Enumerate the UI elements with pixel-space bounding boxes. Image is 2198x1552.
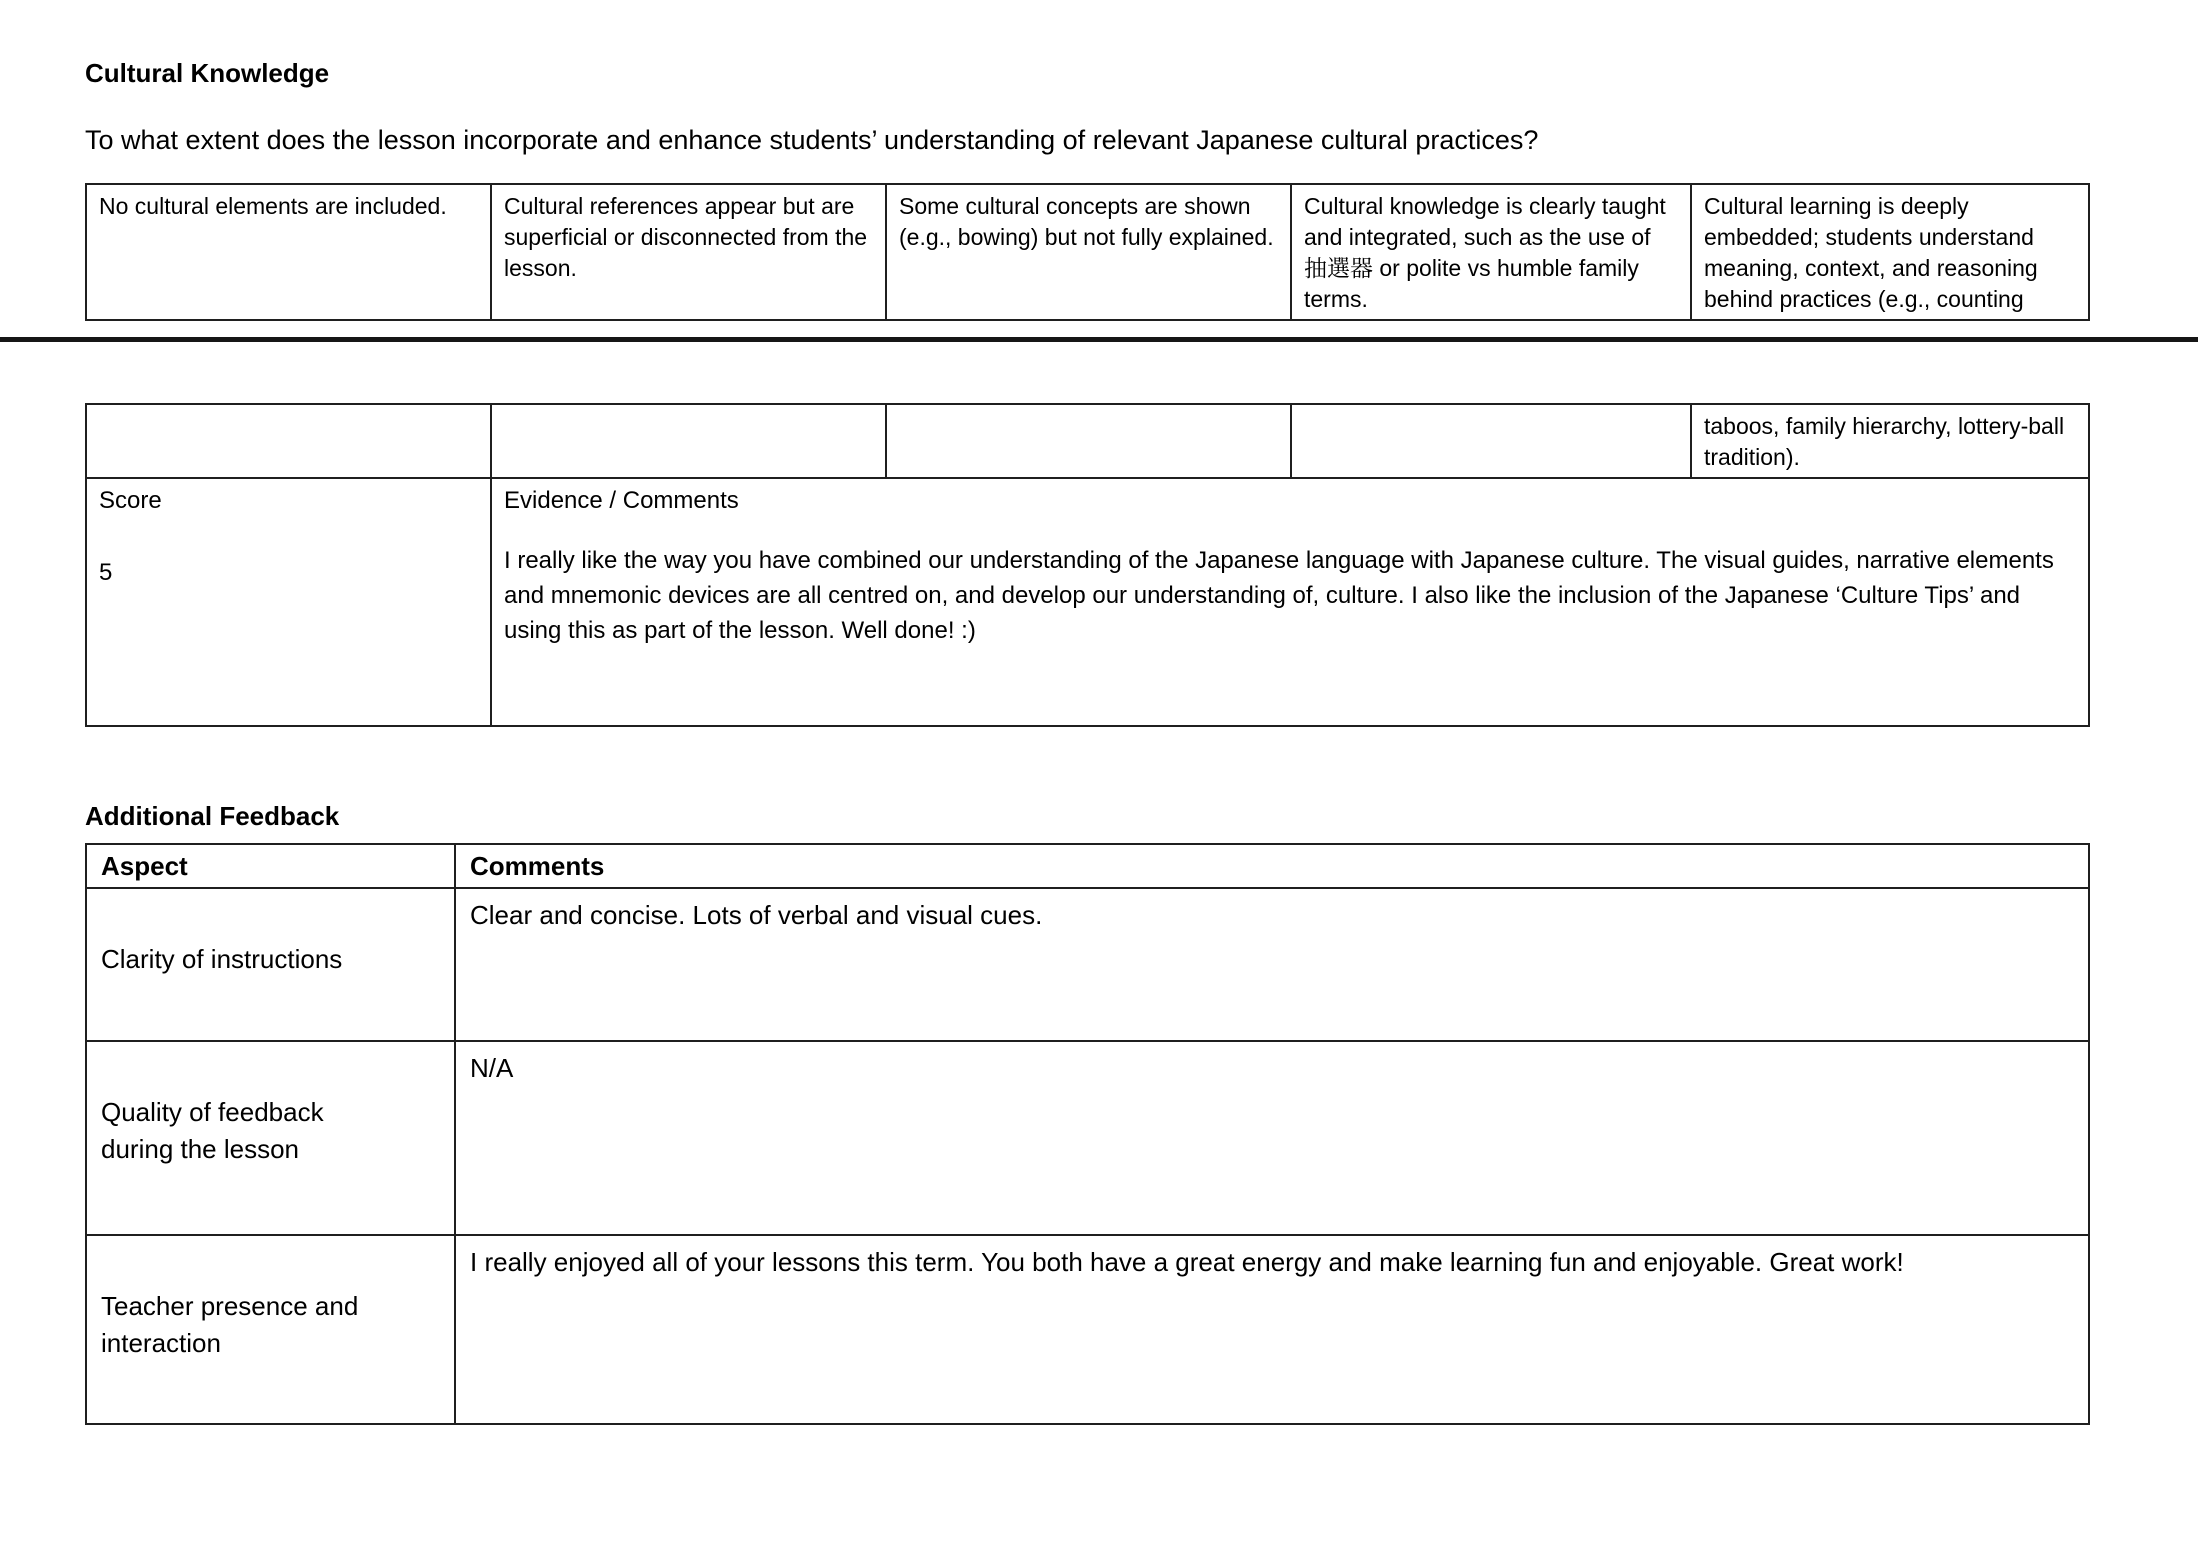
score-value: 5: [99, 559, 113, 586]
aspect-label: Teacher presence and interaction: [86, 1235, 455, 1424]
rubric-continuation-table: [85, 403, 2090, 727]
rubric-level-2-cell: Cultural references appear but are superficial or disconnected from the lesson.: [491, 184, 886, 320]
score-evidence-row: [86, 478, 2089, 726]
cultural-knowledge-heading: Cultural Knowledge: [85, 58, 330, 88]
rubric-question: To what extent does the lesson incorporate and enhance students’ understanding of relevant Japanese cultural practices?: [85, 125, 1539, 155]
rubric-level-4-cell: Cultural knowledge is clearly taught and integrated, such as the use of 抽選器 or polite vs humble family terms.: [1291, 184, 1691, 320]
evidence-comment-text: I really like the way you have combined our understanding of the Japanese language with Japanese culture. The visual guides, narrative elements and mnemonic devices are all centred on, and develop our understanding of, culture. I also like the inclusion of the Japanese ‘Culture Tips’ and using this as part of the lesson. Well done! :): [504, 547, 2054, 644]
additional-feedback-table: [85, 843, 2090, 1425]
feedback-row-presence: [86, 1235, 2089, 1424]
aspect-column-header: Aspect: [86, 844, 455, 888]
feedback-row-clarity: [86, 888, 2089, 1041]
comment-text: I really enjoyed all of your lessons this term. You both have a great energy and make learning fun and enjoyable. Great work!: [455, 1235, 2089, 1424]
evidence-cell: [491, 478, 2089, 726]
comment-text: N/A: [455, 1041, 2089, 1235]
aspect-label: Clarity of instructions: [86, 888, 455, 1041]
feedback-header-row: [86, 844, 2089, 888]
rubric-level-5-cell: Cultural learning is deeply embedded; students understand meaning, context, and reasoning behind practices (e.g., counting: [1691, 184, 2089, 320]
rubric-continuation-1-cell: [86, 404, 491, 478]
rubric-table: [85, 183, 2090, 321]
score-cell: [86, 478, 491, 726]
rubric-continuation-2-cell: [491, 404, 886, 478]
feedback-row-quality: [86, 1041, 2089, 1235]
rubric-level-3-cell: Some cultural concepts are shown (e.g., bowing) but not fully explained.: [886, 184, 1291, 320]
comments-column-header: Comments: [455, 844, 2089, 888]
comment-text: Clear and concise. Lots of verbal and visual cues.: [455, 888, 2089, 1041]
aspect-label: Quality of feedback during the lesson: [86, 1041, 455, 1235]
score-label: Score: [99, 487, 162, 514]
rubric-continuation-5-cell: taboos, family hierarchy, lottery-ball tradition).: [1691, 404, 2089, 478]
rubric-continuation-3-cell: [886, 404, 1291, 478]
rubric-continuation-4-cell: [1291, 404, 1691, 478]
rubric-continuation-row: [86, 404, 2089, 478]
rubric-levels-row: [86, 184, 2089, 320]
evidence-label: Evidence / Comments: [504, 487, 739, 514]
additional-feedback-heading: Additional Feedback: [85, 801, 340, 831]
rubric-level-1-cell: No cultural elements are included.: [86, 184, 491, 320]
page-break-divider: [0, 337, 2198, 342]
